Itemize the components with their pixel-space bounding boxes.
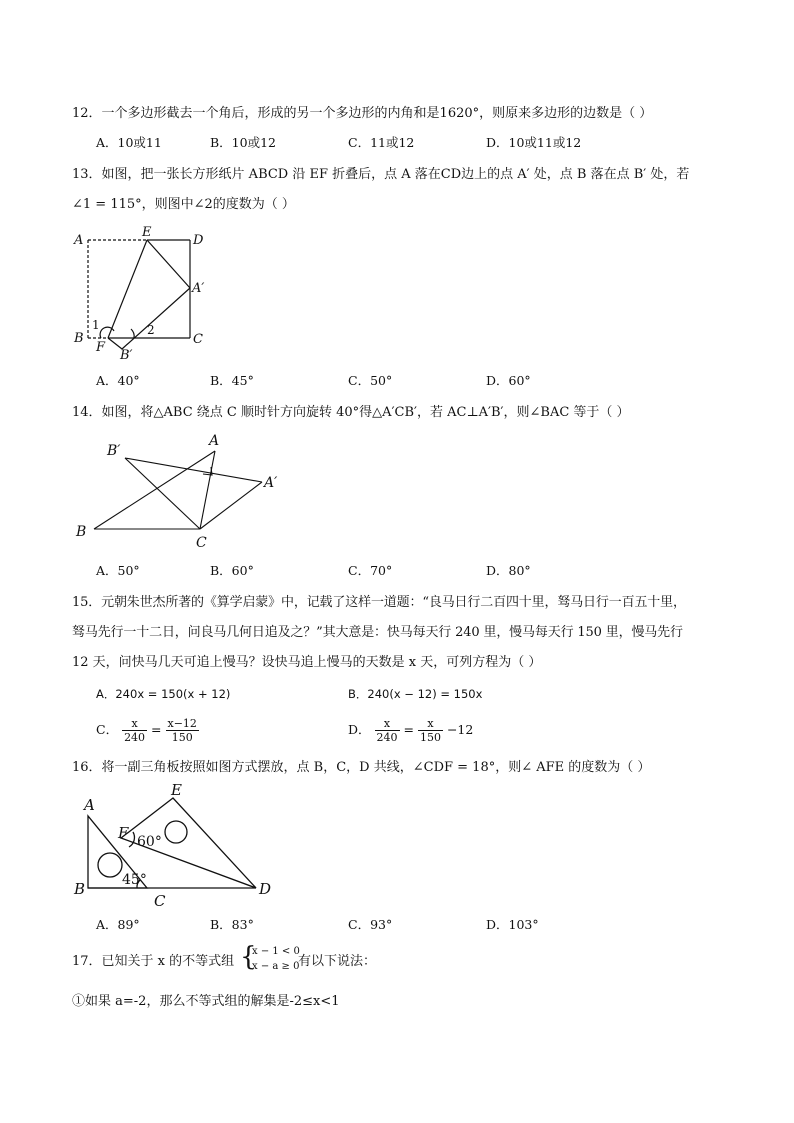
q13-edge-a1b1 <box>122 288 190 349</box>
q14-edge-a1c <box>200 482 262 529</box>
q15-option-c <box>96 714 199 746</box>
q16-angle60-arc <box>129 832 134 847</box>
q16-label-a: A <box>84 796 95 814</box>
q17-brace: { <box>240 942 257 972</box>
q14-option-c: C．70° <box>348 563 393 578</box>
q16-option-b: B．83° <box>210 917 254 932</box>
q13-label-angle1: 1 <box>92 318 100 332</box>
q13-label-a: A <box>74 233 84 248</box>
q15-option-c-frac1-num: x <box>122 717 147 731</box>
q13-label-b-prime: B′ <box>120 348 133 360</box>
q15-option-a: A．240x = 150(x + 12) <box>96 687 231 701</box>
q17-stem-prefix: 17．已知关于 x 的不等式组 <box>72 954 235 969</box>
q14-label-a-prime: A′ <box>264 475 278 491</box>
q14-edge-ac <box>200 451 215 529</box>
q16-circle-left <box>98 853 122 877</box>
q13-edge-ea1 <box>147 240 190 288</box>
q15-option-d-frac1-num: x <box>375 717 400 731</box>
q13-option-b: B．45° <box>210 373 254 388</box>
q15-option-c-equals: = <box>151 722 162 737</box>
q13-angle2-arc <box>131 329 134 338</box>
q16-circle-right <box>165 821 187 843</box>
q17-stem-suffix: 有以下说法： <box>298 954 377 969</box>
q14-label-b: B <box>76 524 87 540</box>
q15-option-d-equals: = <box>403 722 414 737</box>
q13-option-a: A．40° <box>96 373 140 388</box>
q14-figure <box>70 430 290 555</box>
q16-stem: 16．将一副三角板按照如图方式摆放，点 B，C，D 共线，∠CDF = 18°，则∠ AFE 的度数为（ ） <box>72 760 651 775</box>
q13-label-c: C <box>193 332 203 347</box>
q16-option-d: D．103° <box>486 917 539 932</box>
q13-figure <box>70 225 220 360</box>
q15-option-c-frac2-den: 150 <box>171 731 193 744</box>
q15-option-d-frac2-den: 150 <box>419 731 441 744</box>
q16-label-c: C <box>154 892 166 910</box>
q14-label-c: C <box>196 535 207 551</box>
q15-option-d-prefix: D． <box>348 722 371 737</box>
q15-option-c-prefix: C． <box>96 722 119 737</box>
q12-stem: 12．一个多边形截去一个角后，形成的另一个多边形的内角和是1620°，则原来多边形的边数是（ ） <box>72 106 653 121</box>
q13-label-b: B <box>74 331 84 346</box>
q16-label-d: D <box>259 880 272 898</box>
q14-option-a: A．50° <box>96 563 140 578</box>
q16-option-a: A．89° <box>96 917 140 932</box>
q14-option-b: B．60° <box>210 563 254 578</box>
q15-option-c-fraction2 <box>166 717 199 744</box>
q13-option-d: D．60° <box>486 373 531 388</box>
q13-stem-line2: ∠1 = 115°，则图中∠2的度数为（ ） <box>72 197 295 212</box>
q12-option-b: B．10或12 <box>210 135 276 150</box>
q15-option-c-frac1-den: 240 <box>124 731 146 744</box>
q13-label-e: E <box>142 225 152 240</box>
q13-fold-ef <box>108 240 147 338</box>
q15-option-d-fraction2 <box>418 717 443 744</box>
q13-label-a-prime: A′ <box>192 281 205 296</box>
q15-option-b: B．240(x − 12) = 150x <box>348 687 483 701</box>
q16-label-angle45: 45° <box>122 872 147 888</box>
q14-stem: 14．如图，将△ABC 绕点 C 顺时针方向旋转 40°得△A′CB′，若 AC⊥A′B′，则∠BAC 等于（ ） <box>72 405 630 420</box>
q15-option-d <box>348 714 473 746</box>
q15-option-d-fraction1 <box>375 717 400 744</box>
q12-option-c: C．11或12 <box>348 135 415 150</box>
q13-angle1-arc <box>100 327 114 338</box>
q15-stem-line1: 15．元朝朱世杰所著的《算学启蒙》中，记载了这样一道题：“良马日行二百四十里，驽马日行一百五十里， <box>72 595 686 610</box>
q17-item1: ①如果 a=-2，那么不等式组的解集是-2≤x<1 <box>72 994 340 1009</box>
q15-option-c-fraction1 <box>122 717 147 744</box>
q15-stem-line3: 12 天，问快马几天可追上慢马？设快马追上慢马的天数是 x 天，可列方程为（ ） <box>72 655 542 670</box>
q14-label-a: A <box>209 433 220 449</box>
q14-option-d: D．80° <box>486 563 531 578</box>
q16-figure <box>70 782 290 912</box>
q16-label-e: E <box>171 782 182 799</box>
q15-option-d-tail: −12 <box>446 722 474 737</box>
q15-option-d-frac1-den: 240 <box>376 731 398 744</box>
q16-label-b: B <box>74 880 86 898</box>
q12-option-d: D．10或11或12 <box>486 135 582 150</box>
q13-label-f: F <box>96 340 106 355</box>
q14-edge-b1a1 <box>125 458 262 482</box>
q17-system-line2: x − a ≥ 0 <box>252 961 300 972</box>
q16-label-f: F <box>118 824 129 842</box>
q13-label-d: D <box>193 233 204 248</box>
q15-option-d-frac2-num: x <box>418 717 443 731</box>
q13-stem-line1: 13．如图，把一张长方形纸片 ABCD 沿 EF 折叠后，点 A 落在CD边上的点 A′ 处，点 B 落在点 B′ 处，若 <box>72 167 690 182</box>
q17-system-line1: x − 1 < 0 <box>252 946 300 957</box>
q15-stem-line2: 驽马先行一十二日，问良马几何日追及之？”其大意是：快马每天行 240 里，慢马每天行 150 里，慢马先行 <box>72 625 683 640</box>
q13-label-angle2: 2 <box>147 323 155 337</box>
q13-option-c: C．50° <box>348 373 393 388</box>
q12-option-a: A．10或11 <box>96 135 162 150</box>
q15-option-c-frac2-num: x−12 <box>167 717 197 730</box>
q14-label-b-prime: B′ <box>107 443 121 459</box>
q16-option-c: C．93° <box>348 917 393 932</box>
q16-label-angle60: 60° <box>137 834 162 850</box>
